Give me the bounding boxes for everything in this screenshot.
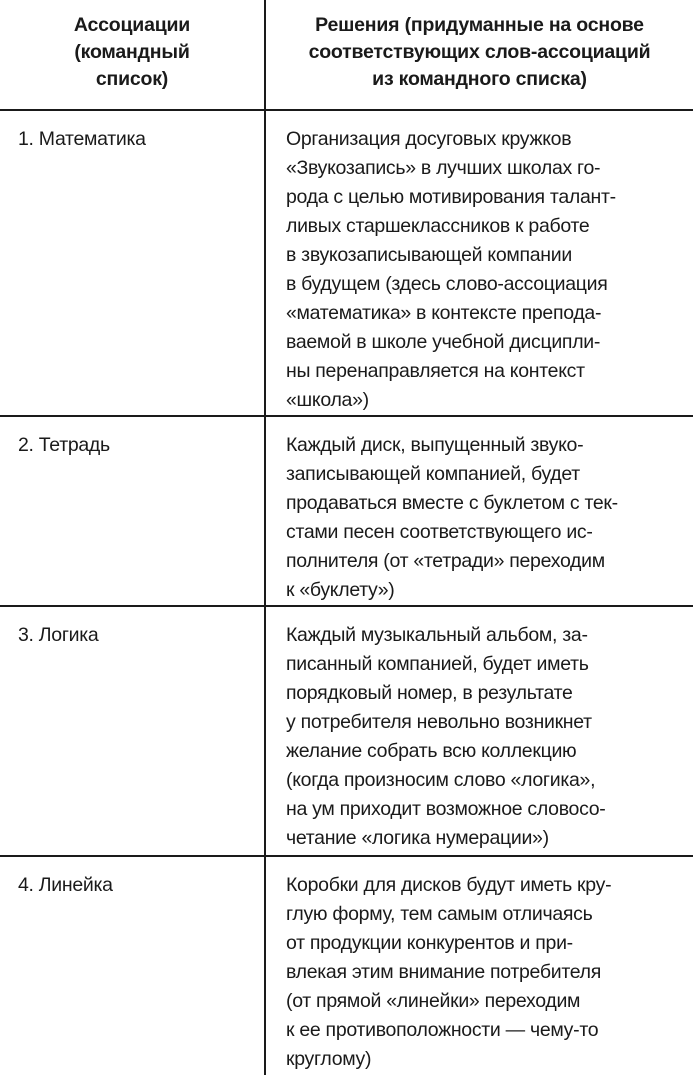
solution-line: полнителя (от «тетради» переходим xyxy=(286,550,605,572)
solution-line: к «буклету») xyxy=(286,579,395,601)
solution-line: глую форму, тем самым отличаясь xyxy=(286,903,593,925)
solution-line: в звукозаписывающей компании xyxy=(286,244,572,266)
solution-line: стами песен соответствующего ис- xyxy=(286,521,593,543)
solution-line: продаваться вместе с буклетом с тек- xyxy=(286,492,618,514)
solution-line: Каждый диск, выпущенный звуко- xyxy=(286,434,584,456)
header-solutions: Решения (придуманные на основе соответствующих слов-ассоциаций из командного списка) xyxy=(265,0,693,110)
association-cell: 4. Линейка xyxy=(0,856,265,1075)
solution-cell xyxy=(265,110,693,416)
solution-line: на ум приходит возможное словосо- xyxy=(286,798,606,820)
solution-cell xyxy=(265,416,693,606)
association-cell: 3. Логика xyxy=(0,606,265,856)
table-row xyxy=(0,856,693,1075)
solution-line: Коробки для дисков будут иметь кру- xyxy=(286,874,612,896)
solution-line: желание собрать всю коллекцию xyxy=(286,740,577,762)
solution-line: «математика» в контексте препода- xyxy=(286,302,602,324)
solution-line: писанный компанией, будет иметь xyxy=(286,653,589,675)
solution-line: влекая этим внимание потребителя xyxy=(286,961,601,983)
table-header-row xyxy=(0,0,693,110)
solution-line: круглому) xyxy=(286,1048,372,1070)
solution-line: у потребителя невольно возникнет xyxy=(286,711,592,733)
solution-line: (от прямой «линейки» переходим xyxy=(286,990,581,1012)
solution-line: ливых старшеклассников к работе xyxy=(286,215,590,237)
solution-line: порядковый номер, в результате xyxy=(286,682,573,704)
solution-line: ны перенаправляется на контекст xyxy=(286,360,585,382)
table-row xyxy=(0,606,693,856)
solution-line: «Звукозапись» в лучших школах го- xyxy=(286,157,601,179)
solution-line: к ее противоположности — чему-то xyxy=(286,1019,599,1041)
solution-cell xyxy=(265,856,693,1075)
solution-line: записывающей компанией, будет xyxy=(286,463,580,485)
solution-line: ваемой в школе учебной дисципли- xyxy=(286,331,601,353)
header-associations: Ассоциации (командный список) xyxy=(0,0,265,110)
solution-line: «школа») xyxy=(286,389,369,411)
solution-line: в будущем (здесь слово-ассоциация xyxy=(286,273,608,295)
solution-line: рода с целью мотивирования талант- xyxy=(286,186,616,208)
association-cell: 1. Математика xyxy=(0,110,265,416)
solution-line: Каждый музыкальный альбом, за- xyxy=(286,624,588,646)
association-cell: 2. Тетрадь xyxy=(0,416,265,606)
table-row xyxy=(0,110,693,416)
solution-line: четание «логика нумерации») xyxy=(286,827,549,849)
table-row xyxy=(0,416,693,606)
solution-line: от продукции конкурентов и при- xyxy=(286,932,573,954)
solution-line: (когда произносим слово «логика», xyxy=(286,769,596,791)
solution-cell xyxy=(265,606,693,856)
solution-line: Организация досуговых кружков xyxy=(286,128,572,150)
